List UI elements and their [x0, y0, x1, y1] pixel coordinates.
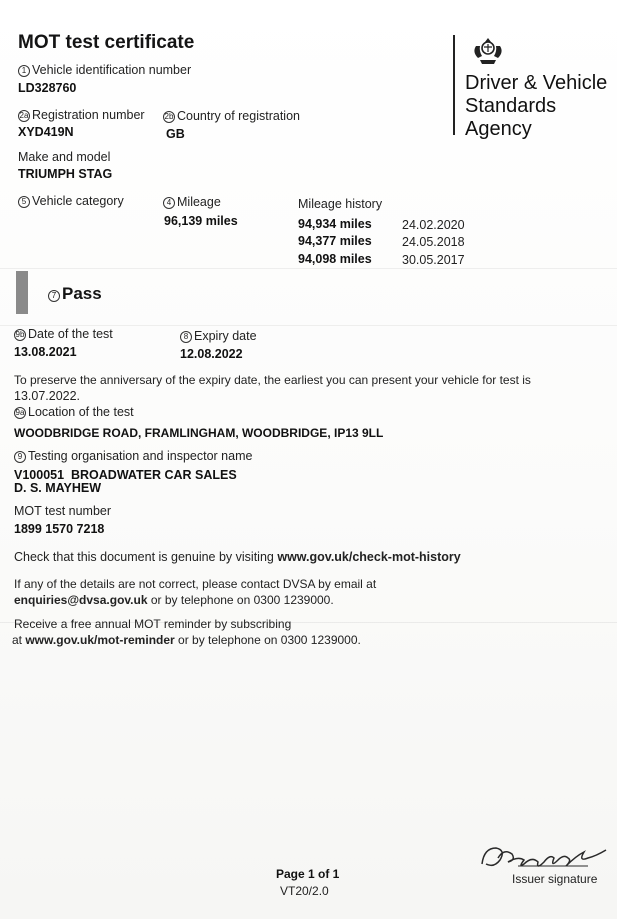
issuer-signature-label: Issuer signature: [512, 872, 598, 886]
test-number-label: MOT test number: [14, 504, 112, 518]
field-number-icon: 5: [18, 196, 30, 208]
make-value: TRIUMPH STAG: [18, 167, 113, 181]
history-date: 30.05.2017: [402, 253, 465, 267]
check-notice: Check that this document is genuine by visiting www.gov.uk/check-mot-history: [14, 550, 461, 564]
make-label: Make and model: [18, 150, 111, 164]
mileage-history-label: Mileage history: [298, 197, 383, 211]
document-title: MOT test certificate: [18, 32, 195, 53]
contact-notice: If any of the details are not correct, please contact DVSA by email at: [14, 577, 377, 591]
page-number: Page 1 of 1: [276, 867, 340, 881]
location-label: 9a Location of the test: [15, 405, 134, 419]
agency-name-line2: Standards: [465, 95, 557, 117]
agency-name-line3: Agency: [465, 118, 532, 140]
country-value: GB: [166, 127, 185, 141]
history-date: 24.05.2018: [402, 235, 465, 249]
country-label: 2b Country of registration: [164, 109, 300, 123]
field-number-icon: 2b: [164, 112, 174, 121]
fold-line: [0, 268, 617, 269]
field-number-icon: 8: [180, 331, 192, 343]
agency-name-line1: Driver & Vehicle: [465, 72, 608, 94]
registration-label: 2a Registration number: [19, 108, 145, 122]
form-code: VT20/2.0: [280, 884, 329, 898]
field-number-icon: 2a: [19, 111, 29, 120]
category-label: 5 Vehicle category: [18, 194, 124, 208]
field-number-icon: 9: [14, 451, 26, 463]
history-miles: 94,377 miles: [298, 234, 372, 248]
mot-reminder-link[interactable]: www.gov.uk/mot-reminder: [25, 633, 175, 647]
test-date-label: 9b Date of the test: [15, 327, 113, 341]
organisation-label: 9 Testing organisation and inspector name: [14, 449, 252, 463]
expiry-date-label: 8 Expiry date: [180, 329, 257, 343]
mileage-value: 96,139 miles: [164, 214, 238, 228]
vin-label: 1 Vehicle identification number: [18, 63, 191, 77]
mileage-label: 4 Mileage: [163, 195, 221, 209]
field-number-icon: 4: [163, 197, 175, 209]
test-date-value: 13.08.2021: [14, 345, 77, 359]
royal-crest-icon: [470, 36, 506, 73]
preserve-notice: To preserve the anniversary of the expiry date, the earliest you can present your vehicle for test is: [14, 373, 531, 387]
history-miles: 94,934 miles: [298, 217, 372, 231]
field-number-icon: 9b: [15, 330, 25, 339]
test-result: 7 Pass: [48, 284, 102, 304]
history-date: 24.02.2020: [402, 218, 465, 232]
contact-email-link[interactable]: enquiries@dvsa.gov.uk: [14, 593, 148, 607]
reminder-details: at www.gov.uk/mot-reminder or by telephone on 0300 1239000.: [12, 633, 361, 647]
location-value: WOODBRIDGE ROAD, FRAMLINGHAM, WOODBRIDGE, IP13 9LL: [14, 426, 384, 440]
organisation-value: V100051 BROADWATER CAR SALES: [14, 468, 237, 482]
registration-value: XYD419N: [18, 125, 74, 139]
preserve-date: 13.07.2022.: [14, 389, 81, 403]
field-number-icon: 1: [18, 65, 30, 77]
reminder-notice: Receive a free annual MOT reminder by subscribing: [14, 617, 292, 631]
fold-line: [0, 325, 617, 326]
field-number-icon: 7: [48, 290, 60, 302]
test-number-value: 1899 1570 7218: [14, 522, 105, 536]
expiry-date-value: 12.08.2022: [180, 347, 243, 361]
agency-divider: [453, 35, 455, 135]
history-miles: 94,098 miles: [298, 252, 372, 266]
inspector-name: D. S. MAYHEW: [14, 481, 102, 495]
contact-details: enquiries@dvsa.gov.uk or by telephone on 0300 1239000.: [14, 593, 334, 607]
result-bar: [16, 271, 28, 314]
check-mot-link[interactable]: www.gov.uk/check-mot-history: [277, 550, 461, 564]
field-number-icon: 9a: [15, 408, 25, 417]
vin-value: LD328760: [18, 81, 77, 95]
